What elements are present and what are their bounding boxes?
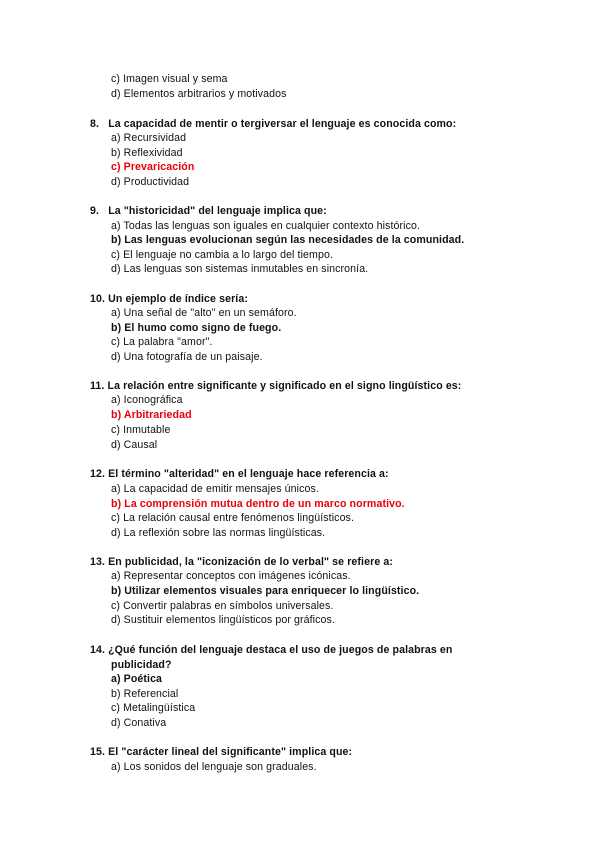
option-9c: c) El lenguaje no cambia a lo largo del tiempo. <box>111 249 333 261</box>
option-14a-answer: a) Poética <box>111 673 163 685</box>
option-13b-answer: b) Utilizar elementos visuales para enriquecer lo lingüístico. <box>111 585 420 597</box>
question-8-number: 8. <box>90 118 100 130</box>
question-14-continuation: publicidad? <box>111 659 172 671</box>
option-8a: a) Recursividad <box>111 132 187 144</box>
option-13c: c) Convertir palabras en símbolos universales. <box>111 600 334 612</box>
question-9-number: 9. <box>90 205 100 217</box>
question-9-text: La "historicidad" del lenguaje implica que: <box>108 205 327 217</box>
question-11 <box>90 380 461 393</box>
option-10c: c) La palabra "amor". <box>111 336 213 348</box>
question-8 <box>90 118 456 131</box>
question-12 <box>90 468 389 481</box>
question-13 <box>90 556 393 569</box>
option-8c-answer: c) Prevaricación <box>111 161 195 173</box>
question-8-text: La capacidad de mentir o tergiversar el lenguaje es conocida como: <box>108 118 457 130</box>
option-8d: d) Productividad <box>111 176 190 188</box>
question-11-number: 11. <box>90 380 105 392</box>
question-10-number: 10. <box>90 293 106 305</box>
option-7d: d) Elementos arbitrarios y motivados <box>111 88 287 100</box>
option-14b: b) Referencial <box>111 688 179 700</box>
question-13-number: 13. <box>90 556 106 568</box>
option-14c: c) Metalingüística <box>111 702 196 714</box>
option-9d: d) Las lenguas son sistemas inmutables en sincronía. <box>111 263 369 275</box>
option-8b: b) Reflexividad <box>111 147 183 159</box>
option-7c: c) Imagen visual y sema <box>111 73 228 85</box>
option-10a: a) Una señal de "alto" en un semáforo. <box>111 307 297 319</box>
option-9b-answer: b) Las lenguas evolucionan según las necesidades de la comunidad. <box>111 234 465 246</box>
question-9 <box>90 205 327 218</box>
option-11a: a) Iconográfica <box>111 394 183 406</box>
option-12d: d) La reflexión sobre las normas lingüísticas. <box>111 527 326 539</box>
option-11c: c) Inmutable <box>111 424 171 436</box>
question-15-text: El "carácter lineal del significante" implica que: <box>108 746 353 758</box>
question-14-text: ¿Qué función del lenguaje destaca el uso de juegos de palabras en <box>108 644 453 656</box>
question-12-text: El término "alteridad" en el lenguaje hace referencia a: <box>108 468 389 480</box>
question-12-number: 12. <box>90 468 106 480</box>
question-15-number: 15. <box>90 746 106 758</box>
option-13d: d) Sustituir elementos lingüísticos por gráficos. <box>111 614 335 626</box>
option-9a: a) Todas las lenguas son iguales en cualquier contexto histórico. <box>111 220 420 232</box>
option-12a: a) La capacidad de emitir mensajes únicos. <box>111 483 319 495</box>
option-13a: a) Representar conceptos con imágenes icónicas. <box>111 570 351 582</box>
question-14 <box>90 644 453 657</box>
question-10 <box>90 293 248 306</box>
option-14d: d) Conativa <box>111 717 167 729</box>
option-10b-answer: b) El humo como signo de fuego. <box>111 322 282 334</box>
question-11-text: La relación entre significante y significado en el signo lingüístico es: <box>107 380 462 392</box>
option-10d: d) Una fotografía de un paisaje. <box>111 351 263 363</box>
question-13-text: En publicidad, la "iconización de lo verbal" se refiere a: <box>108 556 393 568</box>
option-11b-answer: b) Arbitrariedad <box>111 409 192 421</box>
option-12b-answer: b) La comprensión mutua dentro de un marco normativo. <box>111 498 405 510</box>
question-10-text: Un ejemplo de índice sería: <box>108 293 248 305</box>
question-15 <box>90 746 352 759</box>
option-11d: d) Causal <box>111 439 158 451</box>
question-14-number: 14. <box>90 644 106 656</box>
option-12c: c) La relación causal entre fenómenos lingüísticos. <box>111 512 354 524</box>
option-15a: a) Los sonidos del lenguaje son graduales. <box>111 761 317 773</box>
